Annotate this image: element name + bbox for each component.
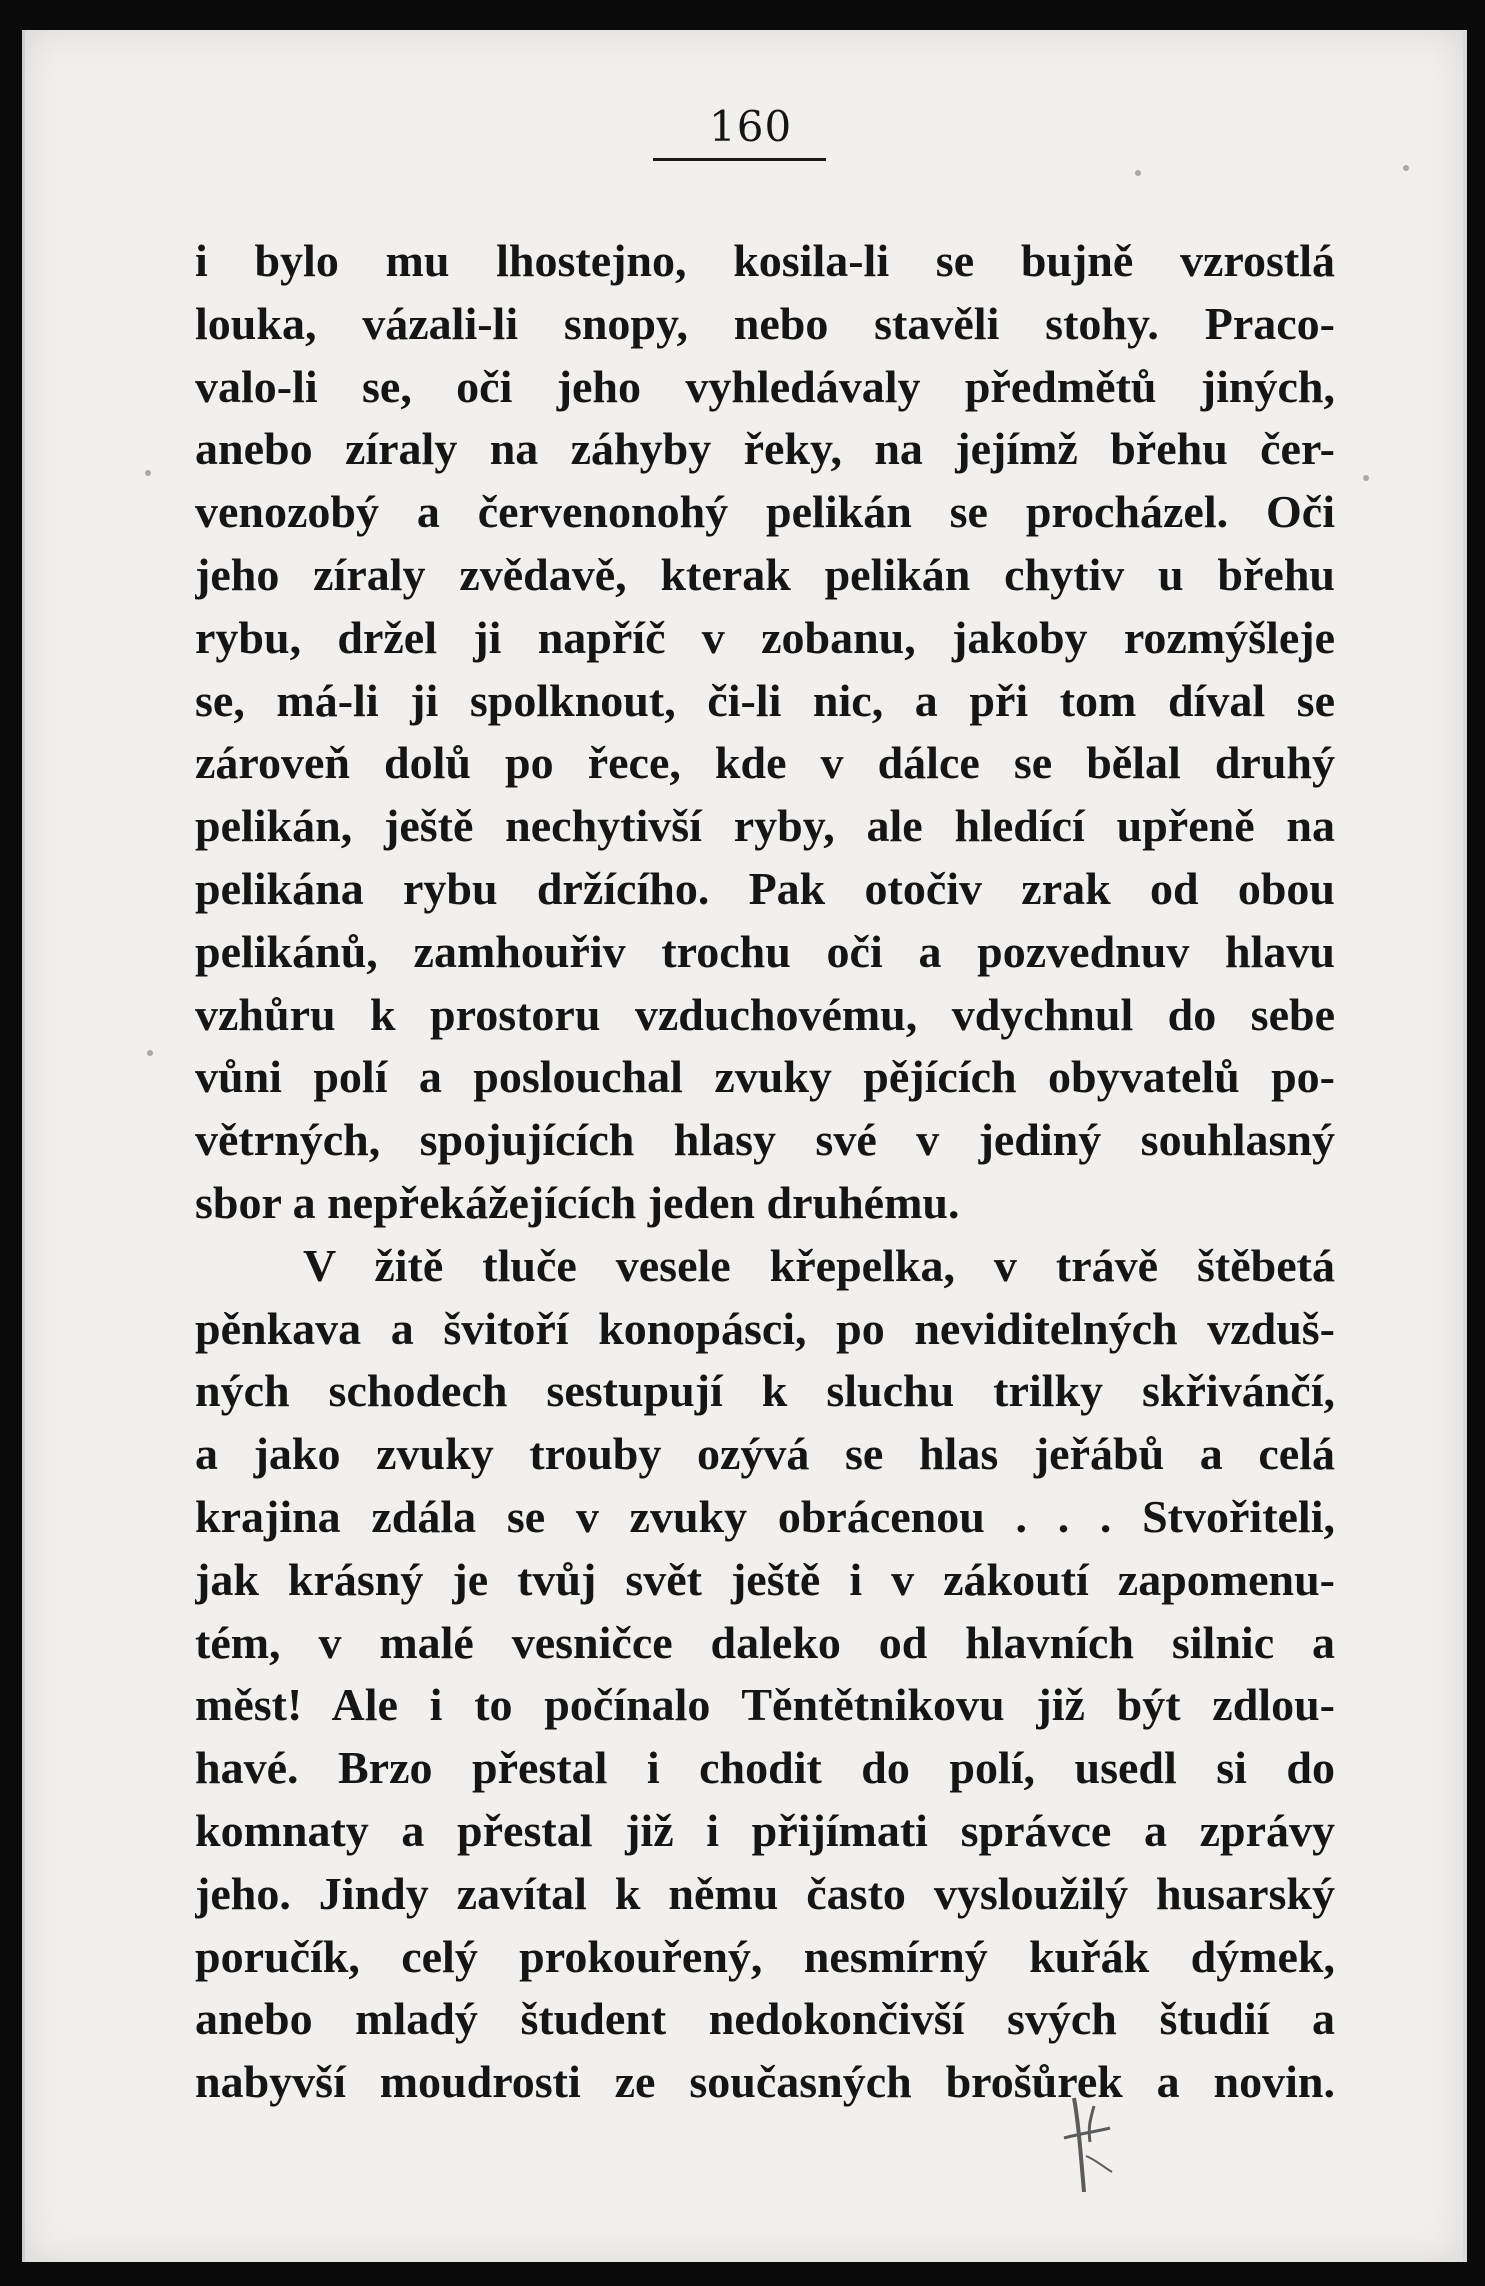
text-line: i bylo mu lhostejno, kosila-li se bujně vzrostlá [195, 235, 1335, 286]
text-line: anebo zíraly na záhyby řeky, na jejímž břehu čer- [195, 423, 1335, 475]
text-line: sbor a nepřekážejících jeden druhému. [195, 1176, 960, 1228]
text-line: větrných, spojujících hlasy své v jediný souhlasný [195, 1114, 1335, 1166]
paper-speck [1135, 170, 1141, 176]
text-line: louka, vázali-li snopy, nebo stavěli stohy. Praco- [195, 297, 1335, 349]
text-line: vůni polí a poslouchal zvuky pějících obyvatelů po- [195, 1051, 1335, 1103]
text-line: V žitě tluče vesele křepelka, v trávě štěbetá [303, 1239, 1335, 1291]
text-line: komnaty a přestal již i přijímati správce a zprávy [195, 1804, 1335, 1856]
text-line: krajina zdála se v zvuky obrácenou . . . Stvořiteli, [195, 1490, 1335, 1542]
text-line: a jako zvuky trouby ozývá se hlas jeřábů a celá [195, 1428, 1335, 1480]
page-number: 160 [709, 102, 793, 151]
text-line: pelikánů, zamhouřiv trochu oči a pozvednuv hlavu [195, 925, 1335, 977]
text-line: jeho zíraly zvědavě, kterak pelikán chytiv u břehu [195, 548, 1335, 600]
text-line: vzhůru k prostoru vzduchovému, vdychnul do sebe [195, 988, 1335, 1040]
text-line: zároveň dolů po řece, kde v dálce se bělal druhý [195, 737, 1335, 789]
text-line: tém, v malé vesničce daleko od hlavních silnic a [195, 1616, 1335, 1668]
paper-speck [1363, 475, 1369, 481]
text-line: pěnkava a švitoří konopásci, po neviditelných vzduš- [195, 1302, 1335, 1354]
paper-speck [1403, 165, 1409, 171]
body-text [195, 230, 1335, 2114]
text-line: venozobý a červenonohý pelikán se procházel. Oči [195, 486, 1335, 538]
text-line: měst! Ale i to počínalo Těntětnikovu již být zdlou- [195, 1679, 1335, 1731]
book-page [22, 30, 1467, 2262]
text-line: ných schodech sestupují k sluchu trilky skřivánčí, [195, 1365, 1335, 1417]
text-line: havé. Brzo přestal i chodit do polí, usedl si do [195, 1742, 1335, 1794]
paper-speck [147, 1050, 153, 1056]
text-line: jak krásný je tvůj svět ještě i v zákoutí zapomenu- [195, 1553, 1335, 1605]
text-line: anebo mladý študent nedokončivší svých študií a [195, 1993, 1335, 2045]
text-line: valo-li se, oči jeho vyhledávaly předmětů jiných, [195, 360, 1335, 412]
text-line: rybu, držel ji napříč v zobanu, jakoby rozmýšleje [195, 611, 1335, 663]
text-line: jeho. Jindy zavítal k němu často vysloužilý husarský [195, 1867, 1335, 1919]
text-line: se, má-li ji spolknout, či-li nic, a při tom díval se [195, 674, 1335, 726]
text-line: pelikán, ještě nechytivší ryby, ale hledící upřeně na [195, 800, 1335, 852]
text-line: pelikána rybu držícího. Pak otočiv zrak od obou [195, 862, 1335, 914]
ink-mark-icon [1060, 2090, 1120, 2200]
text-line: poručík, celý prokouřený, nesmírný kuřák dýmek, [195, 1930, 1335, 1982]
page-number-rule [653, 158, 826, 161]
text-line: nabyvší moudrosti ze současných brošůrek a novin. [195, 2056, 1335, 2108]
paper-speck [145, 470, 151, 476]
